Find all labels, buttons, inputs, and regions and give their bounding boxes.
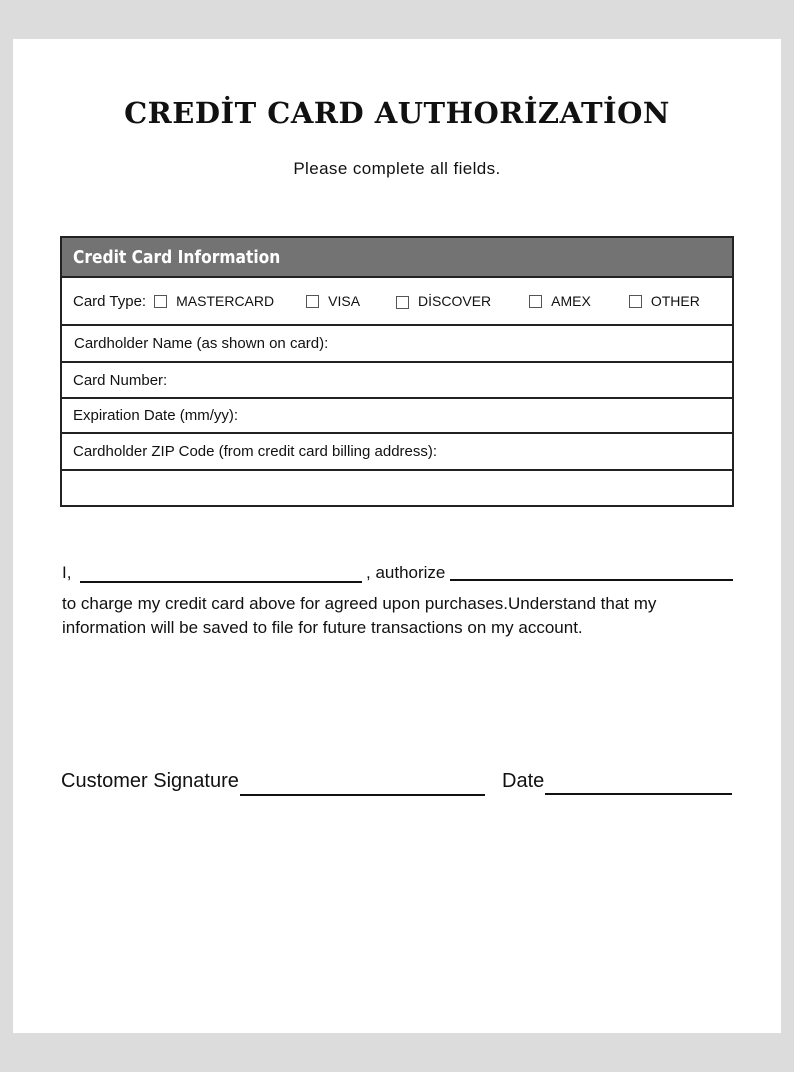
form-page — [13, 39, 781, 1033]
page-title: CREDİT CARD AUTHORİZATİON — [124, 96, 670, 130]
zip-code-label: Cardholder ZIP Code (from credit card billing address): — [73, 443, 438, 460]
page-subtitle: Please complete all fields. — [293, 159, 501, 178]
signature-row — [61, 770, 734, 798]
authorization-text-line-2: information will be saved to file for future transactions on my account. — [62, 618, 583, 637]
card-type-label: Card Type: — [73, 292, 147, 310]
visa-checkbox[interactable] — [306, 295, 319, 308]
date-label: Date — [502, 770, 545, 792]
authorization-middle: , authorize — [366, 563, 446, 582]
signature-line[interactable] — [240, 794, 485, 796]
authorizer-name-line[interactable] — [80, 581, 362, 583]
expiration-date-field[interactable] — [62, 399, 732, 434]
visa-label: VISA — [328, 293, 361, 309]
date-line[interactable] — [545, 793, 732, 795]
card-type-option-discover[interactable] — [396, 293, 491, 309]
card-type-option-other[interactable] — [629, 293, 700, 309]
signature-label: Customer Signature — [61, 770, 239, 792]
expiration-date-label: Expiration Date (mm/yy): — [73, 407, 239, 424]
zip-code-entry[interactable] — [62, 471, 732, 505]
cardholder-name-label: Cardholder Name (as shown on card): — [74, 335, 329, 352]
card-type-option-amex[interactable] — [529, 293, 591, 309]
merchant-name-line[interactable] — [450, 579, 733, 581]
card-number-label: Card Number: — [73, 371, 168, 389]
table-header-label: Credit Card Information — [73, 246, 281, 268]
mastercard-label: MASTERCARD — [176, 293, 275, 309]
mastercard-checkbox[interactable] — [154, 295, 167, 308]
amex-checkbox[interactable] — [529, 295, 542, 308]
discover-checkbox[interactable] — [396, 296, 409, 309]
card-type-option-visa[interactable] — [306, 293, 360, 309]
zip-code-field[interactable] — [62, 434, 732, 471]
cardholder-name-field[interactable] — [62, 326, 732, 363]
credit-card-info-table — [60, 236, 734, 507]
authorization-line — [62, 561, 734, 585]
authorization-text — [62, 592, 742, 640]
card-number-field[interactable] — [62, 363, 732, 399]
discover-label: DİSCOVER — [418, 293, 492, 309]
authorization-text-line-1: to charge my credit card above for agreed upon purchases.Understand that my — [62, 594, 657, 613]
table-header — [62, 238, 732, 278]
authorization-prefix: I, — [62, 563, 72, 582]
card-type-option-mastercard[interactable] — [154, 293, 274, 309]
card-type-row — [62, 278, 732, 326]
other-checkbox[interactable] — [629, 295, 642, 308]
amex-label: AMEX — [551, 293, 591, 309]
other-label: OTHER — [650, 293, 700, 309]
